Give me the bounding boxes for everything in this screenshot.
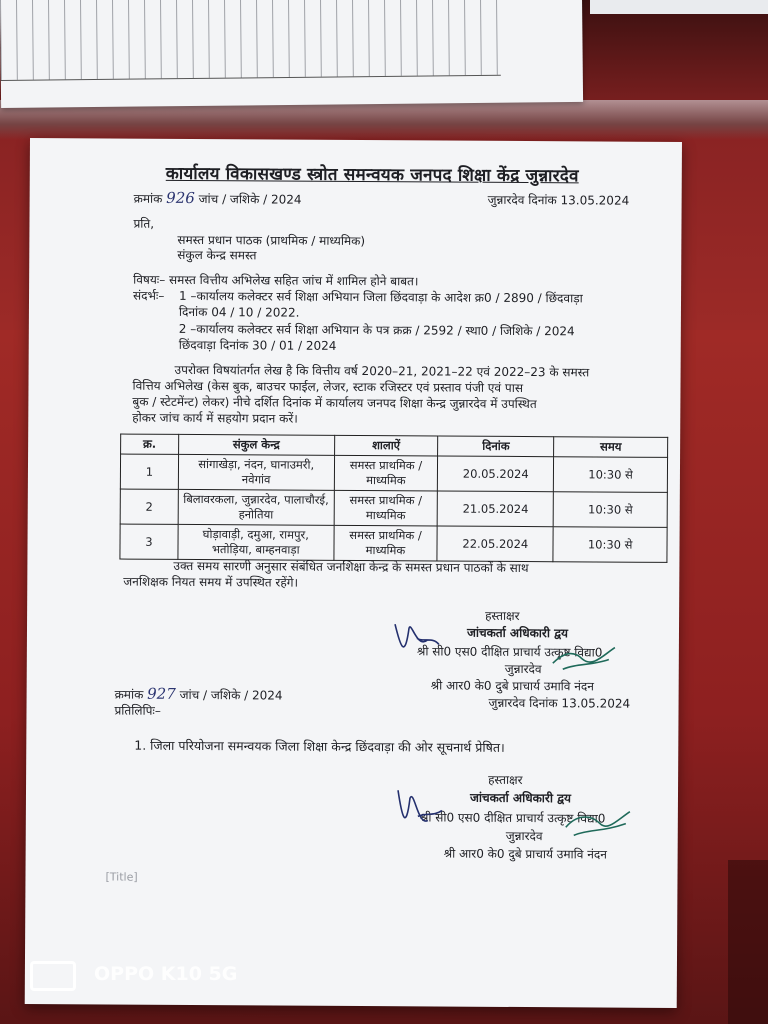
place-date: जुन्नारदेव दिनांक 13.05.2024 — [487, 192, 630, 208]
table-row — [120, 489, 667, 527]
col-header: समय — [554, 437, 668, 458]
cell-schools: समस्त प्राथमिक / माध्यमिक — [334, 455, 438, 491]
signature-scribble — [390, 786, 640, 848]
schedule-table — [119, 434, 668, 563]
closing-line: उक्त समय सारणी अनुसार संबंधित जनशिक्षा केन्द्र के समस्त प्रधान पाठकों के साथ — [173, 558, 529, 576]
address-to: प्रति, — [133, 216, 155, 231]
signatory-line: श्री आर0 के0 दुबे प्राचार्य उमावि नंदन — [443, 846, 608, 862]
signature-label: हस्ताक्षर — [485, 608, 520, 623]
closing-line: जनशिक्षक नियत समय में उपस्थित रहेंगे। — [123, 574, 299, 590]
cell-center: सांगाखेड़ा, नंदन, घानाउमरी, नवेगांव — [178, 454, 334, 490]
cell-center: बिलावरकला, जुन्नारदेव, पालाचौरई, हनोतिया — [178, 489, 334, 525]
cell-date: 21.05.2024 — [438, 491, 554, 527]
camera-watermark: OPPO K10 5G — [94, 963, 238, 985]
grid-lines — [0, 0, 501, 80]
copy-place-date: जुन्नारदेव दिनांक 13.05.2024 — [488, 695, 631, 711]
document-page — [25, 138, 682, 1008]
reference-item: दिनांक 04 / 10 / 2022. — [178, 304, 300, 320]
signatory-title: जांचकर्ता अधिकारी द्वय — [466, 625, 569, 641]
reference-label: संदर्भः– — [132, 288, 165, 303]
cell-center: घोड़ावाड़ी, दमुआ, रामपुर, भतोड़िया, बाम्हनवाड़ा — [178, 524, 334, 560]
ref-suffix: जांच / जशिके / 2024 — [198, 192, 302, 207]
handwritten-ref-number: 927 — [147, 684, 176, 703]
address-line2: संकुल केन्द्र समस्त — [177, 247, 257, 263]
cell-time: 10:30 से — [553, 492, 667, 528]
cell-date: 22.05.2024 — [437, 526, 553, 562]
signature-scribble — [387, 618, 627, 679]
cell-time: 10:30 से — [553, 527, 667, 563]
subject-text: समस्त वित्तीय अभिलेख सहित जांच में शामिल होने बाबत। — [169, 272, 419, 289]
cell-sno: 3 — [120, 524, 178, 559]
camera-watermark-icon — [30, 961, 76, 991]
corner-paper — [590, 0, 768, 14]
signatory-title: जांचकर्ता अधिकारी द्वय — [469, 790, 572, 806]
cell-date: 20.05.2024 — [438, 456, 554, 492]
signature-label: हस्ताक्षर — [488, 772, 523, 788]
signatory-line: जुन्नारदेव — [505, 828, 543, 844]
body-line: बुक / स्टेटमेंन्ट) लेकर) नीचे दर्शित दिनांक में कार्यालय जनपद शिक्षा केन्द्र जुन्नारदेव में उपस्थित — [132, 394, 537, 412]
ref-suffix: जांच / जशिके / 2024 — [179, 687, 283, 703]
title-tag: [Title] — [105, 870, 138, 884]
reference-item: 1 –कार्यालय कलेक्टर सर्व शिक्षा अभियान जिला छिंदवाड़ा के आदेश क्र0 / 2890 / छिंदवाड़ा — [178, 288, 583, 306]
copy-label: प्रतिलिपिः– — [114, 703, 161, 718]
signatory-line: श्री आर0 के0 दुबे प्राचार्य उमावि नंदन — [430, 678, 595, 694]
ref-prefix: क्रमांक — [114, 687, 144, 702]
office-title: कार्यालय विकासखण्ड स्त्रोत समन्वयक जनपद शिक्षा केंद्र जुन्नारदेव — [165, 163, 579, 187]
cell-sno: 2 — [120, 489, 178, 524]
cell-schools: समस्त प्राथमिक / माध्यमिक — [333, 525, 437, 561]
signatory-line: जुन्नारदेव — [504, 661, 542, 677]
handwritten-ref-number: 926 — [166, 188, 195, 208]
cell-sno: 1 — [120, 454, 178, 489]
table-row — [120, 454, 667, 492]
address-line1: समस्त प्रधान पाठक (प्राथमिक / माध्यमिक) — [177, 232, 366, 249]
signatory-line: श्री सी0 एस0 दीक्षित प्राचार्य उत्कृष्ट विद्या0 — [416, 644, 603, 660]
col-header: शालाऐं — [334, 435, 438, 456]
reference-item: 2 –कार्यालय कलेक्टर सर्व शिक्षा अभियान के पत्र क्रक्र / 2592 / स्था0 / जिशिके / 2024 — [178, 321, 575, 339]
col-header: क्र. — [121, 434, 179, 454]
cell-schools: समस्त प्राथमिक / माध्यमिक — [334, 490, 438, 526]
copy-item: 1. जिला परियोजना समन्वयक जिला शिक्षा केन्द्र छिंदवाड़ा की ओर सूचनार्थ प्रेषित। — [134, 737, 505, 755]
body-line: उपरोक्त विषयांतर्गत लेख है कि वित्तीय वर्ष 2020–21, 2021–22 एवं 2022–23 के समस्त — [174, 362, 590, 380]
background-grid-sheet — [0, 0, 583, 108]
reference-item: छिंदवाड़ा दिनांक 30 / 01 / 2024 — [178, 337, 337, 353]
subject-label: विषयः– — [133, 272, 166, 287]
ref-prefix: क्रमांक — [133, 191, 163, 206]
ref-line — [134, 189, 302, 208]
body-line: वित्तिय अभिलेख (केस बुक, बाउचर फाईल, लेजर, स्टाक रजिस्टर एवं प्रस्ताव पंजी एवं पास — [132, 378, 524, 396]
cell-time: 10:30 से — [554, 457, 668, 493]
col-header: संकुल केन्द्र — [178, 434, 334, 455]
col-header: दिनांक — [438, 436, 554, 457]
signatory-line: श्री सी0 एस0 दीक्षित प्राचार्य उत्कृष्ट विद्या0 — [419, 810, 606, 826]
dark-corner — [728, 860, 768, 1024]
body-line: होकर जांच कार्य में सहयोग प्रदान करें। — [132, 410, 298, 426]
